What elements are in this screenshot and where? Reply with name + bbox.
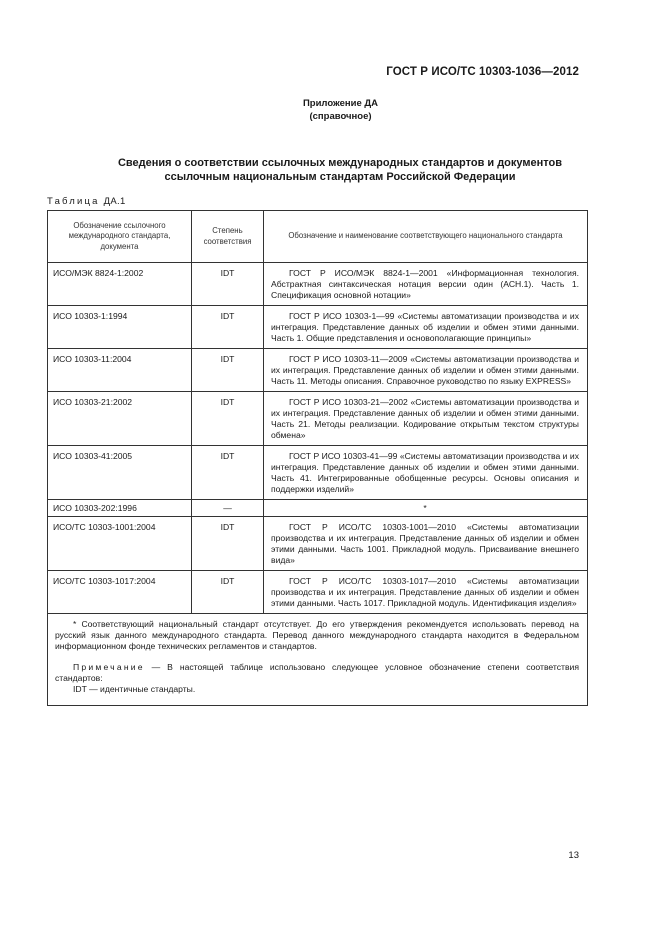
table-notes-row xyxy=(48,614,588,706)
table-footnote: * Соответствующий национальный стандарт отсутствует. До его утверждения рекомендуется использовать перевод на русский язык данного международного стандарта. Перевод данного международного стандарта находится в Федеральном информационном фонде технических регламентов и стандартов. xyxy=(55,619,579,651)
section-title-line-1: Сведения о соответствии ссылочных международных стандартов и документов xyxy=(117,157,563,169)
row-degree: IDT xyxy=(192,517,264,571)
table-row xyxy=(48,306,588,349)
table-notes xyxy=(48,614,588,706)
table-row xyxy=(48,500,588,517)
table-row xyxy=(48,571,588,614)
table-caption-word: Таблица xyxy=(47,196,100,207)
row-degree: IDT xyxy=(192,446,264,500)
row-description: ГОСТ Р ИСО/МЭК 8824-1—2001 «Информационная технология. Абстрактная синтаксическая нотация версии один (АСН.1). Часть 1. Спецификация основной нотации» xyxy=(264,263,588,306)
section-title xyxy=(60,156,620,184)
row-degree: IDT xyxy=(192,263,264,306)
correspondence-table xyxy=(47,210,588,706)
row-code: ИСО/МЭК 8824-1:2002 xyxy=(48,263,192,306)
note-idt-definition: IDT — идентичные стандарты. xyxy=(73,684,196,694)
document-number: ГОСТ Р ИСО/ТС 10303-1036—2012 xyxy=(386,66,579,78)
table-header-row xyxy=(48,211,588,263)
row-code: ИСО 10303-21:2002 xyxy=(48,392,192,446)
table-row xyxy=(48,517,588,571)
row-code: ИСО/ТС 10303-1017:2004 xyxy=(48,571,192,614)
row-description: ГОСТ Р ИСО 10303-41—99 «Системы автоматизации производства и их интеграция. Представление данных об изделии и обмен этими данными. Часть 41. Интегрированные обобщенные ресурсы. Основы описания и поддержки изделий» xyxy=(264,446,588,500)
row-code: ИСО 10303-202:1996 xyxy=(48,500,192,517)
row-degree: IDT xyxy=(192,349,264,392)
table-note xyxy=(55,662,579,684)
row-degree: — xyxy=(192,500,264,517)
appendix-subtitle: (справочное) xyxy=(309,111,372,122)
note-label: Примечание xyxy=(73,662,145,672)
appendix-title: Приложение ДА xyxy=(302,98,379,109)
row-code: ИСО 10303-1:1994 xyxy=(48,306,192,349)
table-row xyxy=(48,392,588,446)
row-degree: IDT xyxy=(192,392,264,446)
table-caption xyxy=(47,196,126,207)
row-code: ИСО 10303-41:2005 xyxy=(48,446,192,500)
row-degree: IDT xyxy=(192,571,264,614)
row-description: * xyxy=(264,500,588,517)
table-row xyxy=(48,446,588,500)
row-description: ГОСТ Р ИСО 10303-11—2009 «Системы автоматизации производства и их интеграция. Представление данных об изделии и обмен этими данными. Часть 11. Методы описания. Справочное руководство по языку EXPRESS» xyxy=(264,349,588,392)
page-number: 13 xyxy=(568,850,579,861)
row-code: ИСО 10303-11:2004 xyxy=(48,349,192,392)
section-title-line-2: ссылочным национальным стандартам Российской Федерации xyxy=(164,171,516,183)
note-text: — В настоящей таблице использовано следующее условное обозначение степени соответствия стандартов: xyxy=(55,662,580,683)
table-caption-number: ДА.1 xyxy=(103,196,126,207)
correspondence-table-container xyxy=(47,210,587,706)
table-row xyxy=(48,263,588,306)
header-national-standard: Обозначение и наименование соответствующего национального стандарта xyxy=(264,211,588,263)
row-description: ГОСТ Р ИСО/ТС 10303-1001—2010 «Системы автоматизации производства и их интеграция. Представление данных об изделии и обмен этими данными. Часть 1001. Прикладной модуль. Присваивание внешнего вида» xyxy=(264,517,588,571)
row-description: ГОСТ Р ИСО 10303-21—2002 «Системы автоматизации производства и их интеграция. Представление данных об изделии и обмен этими данными. Часть 21. Методы реализации. Кодирование открытым текстом структуры обмена» xyxy=(264,392,588,446)
header-reference-standard: Обозначение ссылочного международного стандарта, документа xyxy=(48,211,192,263)
row-degree: IDT xyxy=(192,306,264,349)
header-degree: Степень соответствия xyxy=(192,211,264,263)
table-row xyxy=(48,349,588,392)
row-description: ГОСТ Р ИСО 10303-1—99 «Системы автоматизации производства и их интеграция. Представление данных об изделии и обмен этими данными. Часть 1. Общие представления и основополагающие принципы» xyxy=(264,306,588,349)
appendix-heading xyxy=(0,97,661,123)
row-code: ИСО/ТС 10303-1001:2004 xyxy=(48,517,192,571)
row-description: ГОСТ Р ИСО/ТС 10303-1017—2010 «Системы автоматизации производства и их интеграция. Представление данных об изделии и обмен этими данными. Часть 1017. Прикладной модуль. Идентификация изделия» xyxy=(264,571,588,614)
